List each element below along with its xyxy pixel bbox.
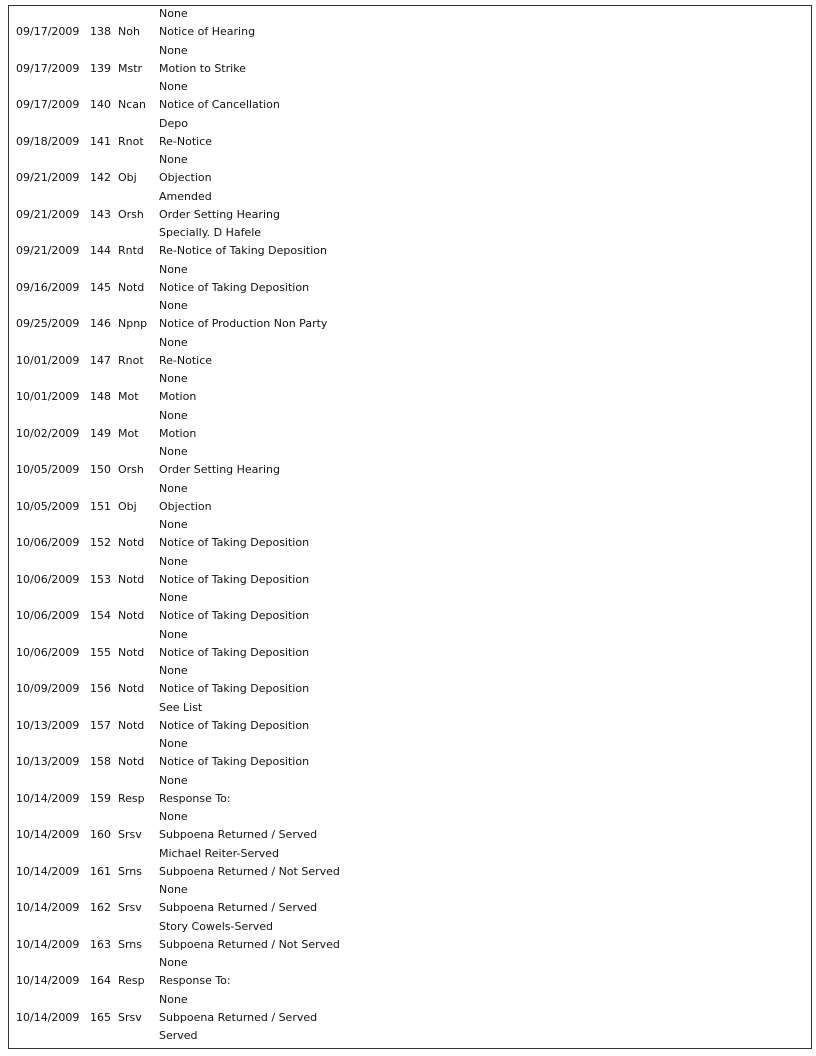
entry-number: 144	[90, 244, 111, 258]
entry-description: Order Setting Hearing	[159, 207, 280, 221]
entry-code: Rnot	[118, 353, 144, 367]
entry-note: None	[159, 627, 188, 641]
entry-description: Subpoena Returned / Served	[159, 901, 318, 915]
entry-description: Notice of Taking Deposition	[159, 755, 310, 769]
entry-description: Subpoena Returned / Served	[159, 828, 318, 842]
entry-number: 165	[90, 1010, 111, 1024]
entry-code: Srsv	[118, 1010, 142, 1024]
entry-note: None	[159, 7, 188, 20]
entry-note: Specially. D Hafele	[159, 226, 262, 239]
entry-code: Mstr	[118, 61, 143, 75]
docket-frame	[8, 5, 812, 1049]
entry-note: None	[159, 554, 188, 568]
entry-number: 145	[90, 280, 111, 294]
entry-number: 146	[90, 317, 111, 331]
entry-code: Npnp	[118, 317, 148, 331]
entry-number: 152	[90, 536, 111, 550]
entry-note: Served	[159, 1029, 198, 1042]
entry-date: 09/21/2009	[16, 171, 80, 185]
entry-number: 149	[90, 426, 111, 440]
entry-date: 09/17/2009	[16, 61, 80, 75]
entry-code: Obj	[118, 499, 137, 513]
entry-code: Notd	[118, 718, 145, 732]
entry-note: None	[159, 372, 188, 385]
entry-code: Notd	[118, 609, 145, 623]
entry-date: 10/06/2009	[16, 572, 80, 586]
entry-date: 10/14/2009	[16, 864, 80, 878]
entry-date: 10/06/2009	[16, 645, 80, 659]
entry-note: Michael Reiter-Served	[159, 846, 280, 860]
entry-note: None	[159, 445, 188, 458]
entry-number: 164	[90, 974, 111, 988]
entry-description: Re-Notice	[159, 134, 213, 148]
entry-date: 10/01/2009	[16, 390, 80, 404]
entry-date: 09/21/2009	[16, 244, 80, 258]
entry-number: 141	[90, 134, 111, 148]
entry-date: 10/14/2009	[16, 937, 80, 951]
entry-date: 10/06/2009	[16, 536, 80, 550]
entry-description: Response To:	[159, 791, 231, 805]
entry-number: 160	[90, 828, 111, 842]
entry-code: Notd	[118, 280, 145, 294]
entry-date: 10/13/2009	[16, 755, 80, 769]
entry-date: 10/14/2009	[16, 974, 80, 988]
entry-number: 153	[90, 572, 111, 586]
entry-code: Resp	[118, 974, 145, 988]
entry-note: None	[159, 335, 188, 349]
entry-note: None	[159, 737, 188, 750]
entry-number: 138	[90, 25, 111, 39]
entry-note: None	[159, 153, 188, 166]
entry-note: None	[159, 299, 188, 312]
entry-description: Subpoena Returned / Not Served	[159, 937, 340, 951]
entry-note: None	[159, 80, 188, 93]
entry-description: Objection	[159, 171, 212, 185]
entry-note: None	[159, 408, 188, 422]
entry-code: Resp	[118, 791, 145, 805]
entry-note: None	[159, 664, 188, 677]
entry-date: 10/14/2009	[16, 1010, 80, 1024]
entry-code: Notd	[118, 536, 145, 550]
entry-code: Noh	[118, 25, 140, 39]
entry-number: 147	[90, 353, 111, 367]
entry-code: Srsv	[118, 828, 142, 842]
entry-description: Re-Notice	[159, 353, 213, 367]
entry-number: 151	[90, 499, 111, 513]
entry-date: 09/17/2009	[16, 98, 80, 112]
entry-date: 10/01/2009	[16, 353, 80, 367]
entry-code: Notd	[118, 682, 145, 696]
entry-code: Orsh	[118, 463, 144, 477]
entry-code: Mot	[118, 390, 139, 404]
entry-code: Ncan	[118, 98, 146, 112]
entry-code: Srns	[118, 864, 143, 878]
entry-description: Notice of Hearing	[159, 25, 256, 39]
entry-number: 139	[90, 61, 111, 75]
entry-note: None	[159, 591, 188, 604]
entry-code: Notd	[118, 645, 145, 659]
entry-description: Notice of Taking Deposition	[159, 572, 310, 586]
entry-description: Subpoena Returned / Served	[159, 1010, 318, 1024]
entry-number: 158	[90, 755, 111, 769]
entry-number: 143	[90, 207, 111, 221]
entry-description: Notice of Taking Deposition	[159, 536, 310, 550]
entry-date: 10/06/2009	[16, 609, 80, 623]
entry-date: 10/14/2009	[16, 901, 80, 915]
entry-description: Notice of Taking Deposition	[159, 682, 310, 696]
entry-number: 162	[90, 901, 111, 915]
entry-description: Motion	[159, 426, 197, 440]
entry-description: Notice of Taking Deposition	[159, 645, 310, 659]
entry-number: 140	[90, 98, 111, 112]
entry-description: Notice of Production Non Party	[159, 317, 328, 331]
entry-note: None	[159, 956, 188, 969]
entry-code: Obj	[118, 171, 137, 185]
entry-description: Subpoena Returned / Not Served	[159, 864, 340, 878]
entry-code: Notd	[118, 572, 145, 586]
entry-note: None	[159, 883, 188, 896]
entry-number: 159	[90, 791, 111, 805]
entry-description: Motion to Strike	[159, 61, 246, 75]
entry-description: Notice of Taking Deposition	[159, 718, 310, 732]
entry-date: 09/16/2009	[16, 280, 80, 294]
entry-description: Notice of Taking Deposition	[159, 609, 310, 623]
entry-note: None	[159, 43, 188, 57]
entry-date: 10/09/2009	[16, 682, 80, 696]
entry-date: 09/18/2009	[16, 134, 80, 148]
entry-code: Rnot	[118, 134, 144, 148]
entry-date: 10/13/2009	[16, 718, 80, 732]
entry-note: None	[159, 262, 188, 276]
entry-note: Story Cowels-Served	[159, 919, 274, 933]
entry-note: None	[159, 810, 188, 823]
entry-code: Rntd	[118, 244, 144, 258]
entry-number: 148	[90, 390, 111, 404]
entry-note: See List	[159, 700, 203, 714]
entry-code: Srsv	[118, 901, 142, 915]
entry-code: Srns	[118, 937, 143, 951]
entry-description: Response To:	[159, 974, 231, 988]
entry-code: Notd	[118, 755, 145, 769]
entry-note: Depo	[159, 116, 188, 130]
entry-note: None	[159, 481, 188, 495]
entry-date: 10/14/2009	[16, 828, 80, 842]
entry-description: Re-Notice of Taking Deposition	[159, 244, 327, 258]
entry-date: 10/05/2009	[16, 463, 80, 477]
entry-number: 157	[90, 718, 111, 732]
entry-number: 156	[90, 682, 111, 696]
entry-code: Mot	[118, 426, 139, 440]
entry-number: 161	[90, 864, 111, 878]
entry-number: 155	[90, 645, 111, 659]
entry-code: Orsh	[118, 207, 144, 221]
entry-number: 163	[90, 937, 111, 951]
entry-date: 10/02/2009	[16, 426, 80, 440]
entry-description: Notice of Cancellation	[159, 98, 280, 112]
entry-number: 154	[90, 609, 111, 623]
entry-number: 142	[90, 171, 111, 185]
entry-date: 10/14/2009	[16, 791, 80, 805]
entry-number: 150	[90, 463, 111, 477]
entry-description: Objection	[159, 499, 212, 513]
entry-note: None	[159, 992, 188, 1006]
entry-description: Motion	[159, 390, 197, 404]
entry-note: Amended	[159, 189, 212, 203]
entry-date: 09/21/2009	[16, 207, 80, 221]
entry-description: Notice of Taking Deposition	[159, 280, 310, 294]
entry-date: 09/17/2009	[16, 25, 80, 39]
entry-note: None	[159, 773, 188, 787]
entry-date: 10/05/2009	[16, 499, 80, 513]
entry-description: Order Setting Hearing	[159, 463, 280, 477]
entry-date: 09/25/2009	[16, 317, 80, 331]
entry-note: None	[159, 518, 188, 531]
